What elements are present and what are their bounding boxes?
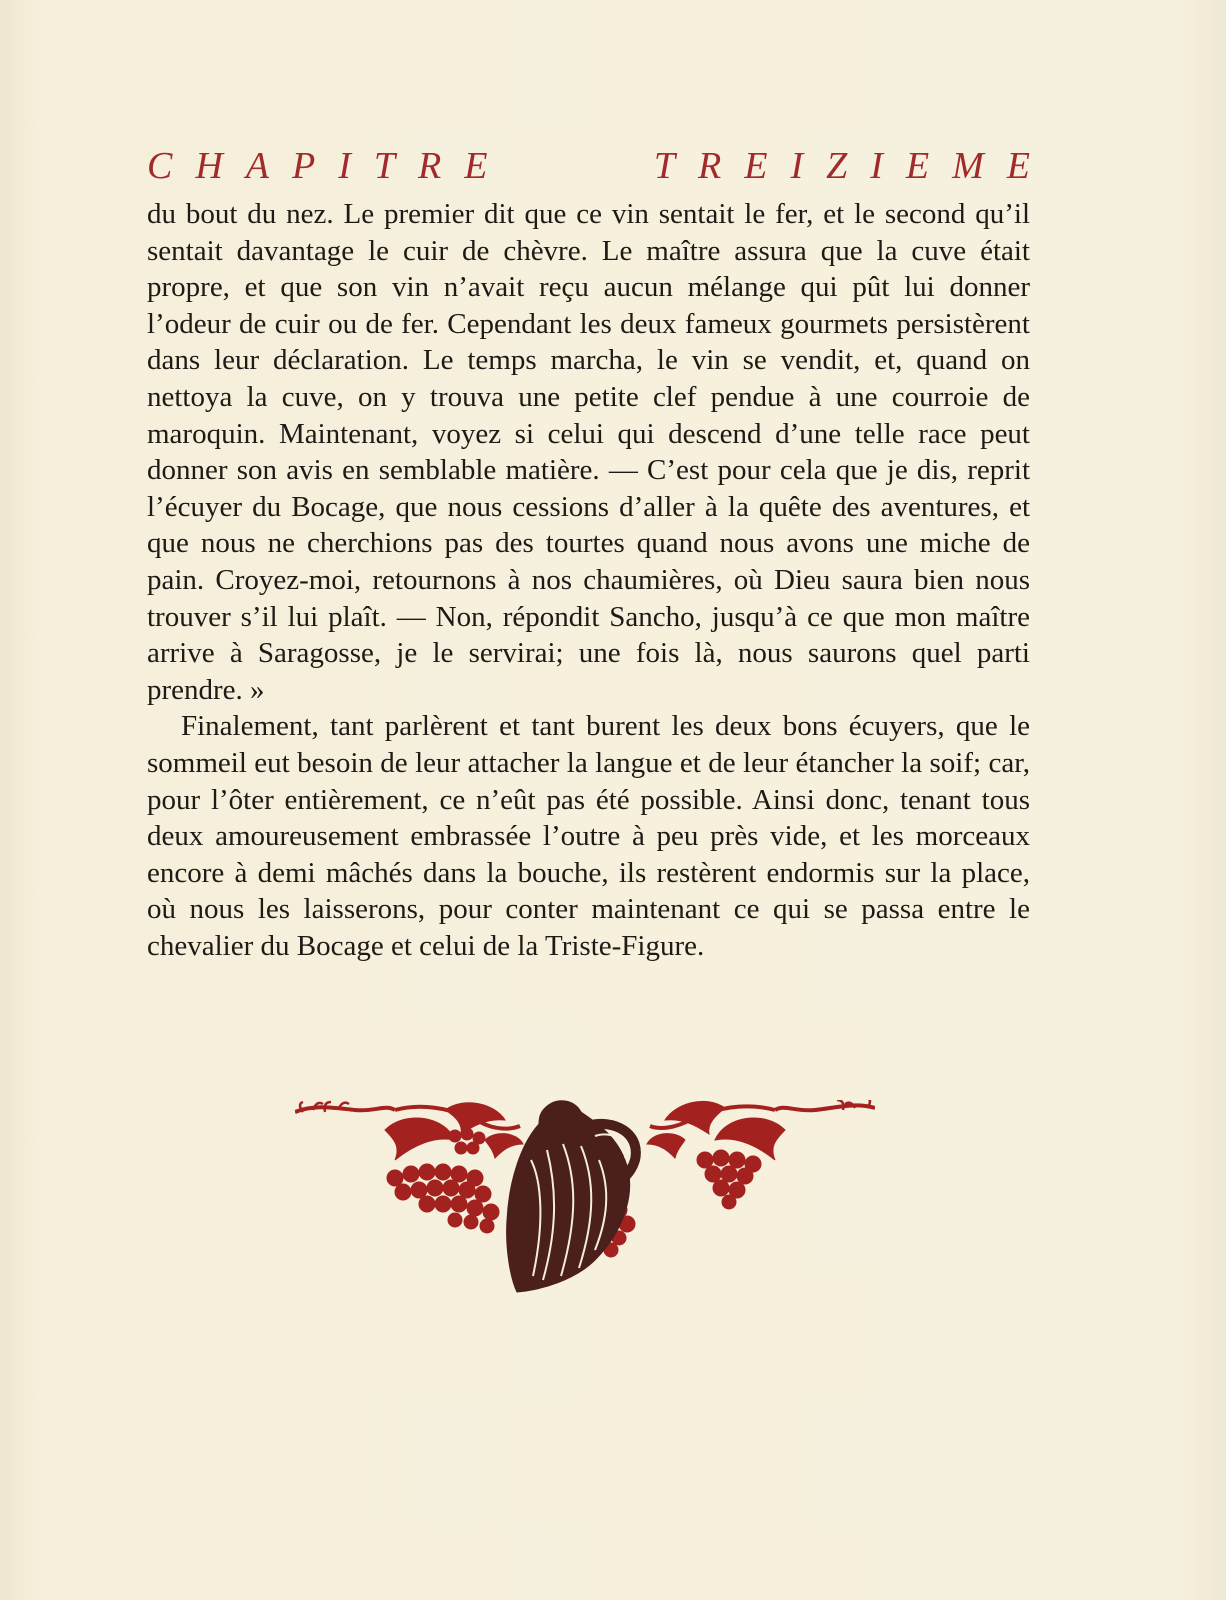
wine-jug-grapes-ornament-icon <box>295 1100 875 1300</box>
paragraph-continued: du bout du nez. Le premier dit que ce vin sentait le fer, et le second qu’il sentait davantage le cuir de chèvre. Le maître assura que la cuve était propre, et que son vin n’avait reçu aucun mélange qui pût lui donner l’odeur de cuir ou de fer. Cependant les deux fameux gourmets persistèrent dans leur déclaration. Le temps marcha, le vin se vendit, et, quand on nettoya la cuve, on y trouva une petite clef pendue à une courroie de maroquin. Maintenant, voyez si celui qui descend d’une telle race peut donner son avis en semblable matière. — C’est pour cela que je dis, reprit l’écuyer du Bocage, que nous cessions d’aller à la quête des aventures, et que nous ne cherchions pas des tourtes quand nous avons une miche de pain. Croyez-moi, retournons à nos chaumières, où Dieu saura bien nous trouver s’il lui plaît. — Non, répondit Sancho, jusqu’à ce que mon maître arrive à Saragosse, je le servirai; une fois là, nous saurons quel parti prendre. » <box>147 198 1030 706</box>
body-text <box>147 196 1030 964</box>
paragraph-finalement: Finalement, tant parlèrent et tant burent les deux bons écuyers, que le sommeil eut besoin de leur attacher la langue et de leur étancher la soif; car, pour l’ôter entièrement, ce n’eût pas été possible. Ainsi donc, tenant tous deux amoureusement embrassée l’outre à peu près vide, et les morceaux encore à demi mâchés dans la bouche, ils restèrent endormis sur la place, où nous les laisserons, pour conter maintenant ce qui se passa entre le chevalier du Bocage et celui de la Triste-Figure. <box>147 710 1030 962</box>
chapter-running-header <box>147 140 1053 192</box>
chapter-header-right-word: TREIZIEME <box>653 145 1053 187</box>
chapter-header-left-word: CHAPITRE <box>147 145 511 187</box>
